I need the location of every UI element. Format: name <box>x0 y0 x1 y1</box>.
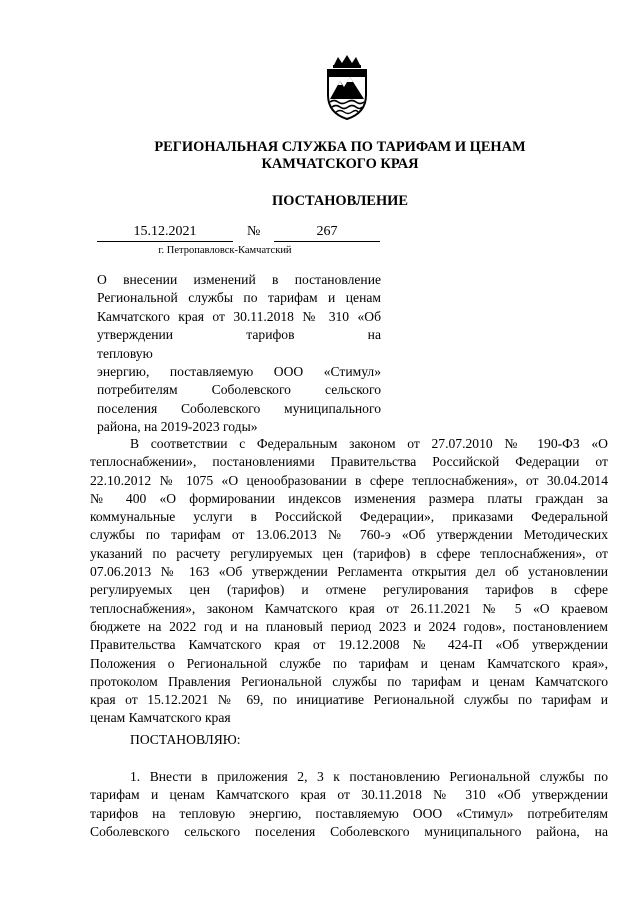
document-number: 267 <box>274 223 380 242</box>
document-subject <box>97 271 381 437</box>
paragraph-line: Положения о Региональной службе по тарифам и ценам Камчатского края», <box>90 655 608 671</box>
org-title-line1: РЕГИОНАЛЬНАЯ СЛУЖБА ПО ТАРИФАМ И ЦЕНАМ <box>154 139 526 155</box>
decree-word: ПОСТАНОВЛЯЮ: <box>130 732 241 747</box>
subject-line: потребителям Соболевского сельского <box>97 382 381 398</box>
paragraph-line: № 400 «О формировании индексов изменения размера платы граждан за <box>90 490 608 506</box>
paragraph-line: тарифов на тепловую энергию, поставляемую ООО «Стимул» потребителям <box>90 805 608 821</box>
subject-line: Камчатского края от 30.11.2018 № 310 «Об <box>97 308 381 324</box>
document-type: ПОСТАНОВЛЕНИЕ <box>272 193 408 209</box>
paragraph-line: коммунальные услуги в Российской Федерации», приказами Федеральной <box>90 509 608 525</box>
paragraph-item-1 <box>90 768 608 841</box>
paragraph-line: протоколом Правления Региональной службы по тарифам и ценам Камчатского <box>90 673 608 689</box>
paragraph-line: 22.10.2012 № 1075 «О ценообразовании в сфере теплоснабжения», от 30.04.2014 <box>90 472 608 488</box>
paragraph-line: теплоснабжении», постановлениями Правительства Российской Федерации от <box>90 454 608 470</box>
paragraph-line: В соответствии с Федеральным законом от 27.07.2010 № 190-ФЗ «О <box>130 436 608 451</box>
paragraph-line: указаний по расчету регулируемых цен (тарифов) в сфере теплоснабжения», от <box>90 545 608 561</box>
paragraph-line: ценам Камчатского края <box>90 710 231 726</box>
paragraph-line: регулируемых цен (тарифов) и отмене регулирования тарифов в сфере <box>90 582 608 598</box>
paragraph-line: тарифам и ценам Камчатского края от 30.11.2018 № 310 «Об утверждении <box>90 787 608 803</box>
paragraph-line: Правительства Камчатского края от 19.12.2008 № 424-П «Об утверждении <box>90 637 608 653</box>
subject-line: Региональной службы по тарифам и ценам <box>97 290 381 306</box>
org-title-line2: КАМЧАТСКОГО КРАЯ <box>261 156 419 172</box>
paragraph-line: службы по тарифам от 13.06.2013 № 760-э «Об утверждении Методических <box>90 527 608 543</box>
subject-line: района, на 2019-2023 годы» <box>97 419 258 435</box>
paragraph-line: 1. Внести в приложения 2, 3 к постановлению Региональной службы по <box>130 769 608 784</box>
paragraph-line: теплоснабжения», законом Камчатского края от 26.11.2021 № 5 «О краевом <box>90 600 608 616</box>
paragraph-preamble <box>90 435 608 728</box>
subject-line: О внесении изменений в постановление <box>97 272 381 287</box>
paragraph-line: края от 15.12.2021 № 69, по инициативе Региональной службы по тарифам и <box>90 692 608 708</box>
city-label: г. Петропавловск-Камчатский <box>158 245 292 256</box>
paragraph-line: Соболевского сельского поселения Соболевского муниципального района, на <box>90 823 608 839</box>
number-sign: № <box>247 224 261 239</box>
document-date: 15.12.2021 <box>97 223 233 242</box>
paragraph-line: 07.06.2013 № 163 «Об утверждении Регламента открытия дел об установлении <box>90 564 608 580</box>
paragraph-line: бюджете на 2022 год и на плановый период 2023 и 2024 годов», постановлением <box>90 618 608 634</box>
subject-line: энергию, поставляемую ООО «Стимул» <box>97 364 381 380</box>
subject-line: поселения Соболевского муниципального <box>97 400 381 416</box>
kamchatka-coat-of-arms-icon <box>320 55 374 121</box>
subject-line: утверждении тарифов на тепловую <box>97 327 381 361</box>
